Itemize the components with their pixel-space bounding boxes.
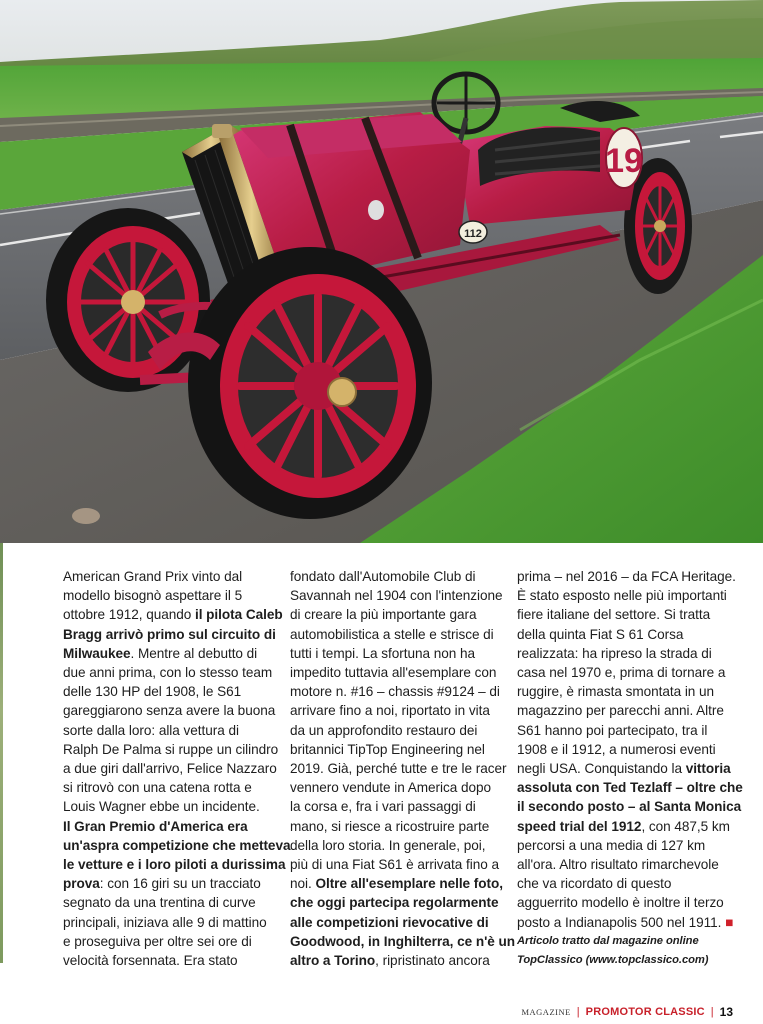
body-line: ruggire, è rimasta smontata in un (517, 684, 715, 700)
bold-text: il pilota Caleb (194, 607, 283, 623)
body-line: 1908 e il 1912, a numerosi eventi (517, 741, 716, 757)
body-line: segnato da una trentina di curve (63, 895, 256, 911)
body-line: a due giri dall'arrivo, Felice Nazzaro (63, 761, 277, 777)
bold-line: Il Gran Premio d'America era (63, 818, 248, 834)
body-line: realizzata: ha ripreso la strada di (517, 645, 712, 661)
bold-text: speed trial del 1912 (517, 818, 642, 834)
body-line: Ralph De Palma si ruppe un cilindro (63, 741, 279, 757)
body-line: gareggiarono senza avere la buona (63, 703, 276, 719)
body-line: tutti i tempi. La sfortuna non ha (290, 645, 475, 661)
bold-line: che oggi partecipa regolarmente (290, 895, 499, 911)
body-line: due anni prima, con lo stesso team (63, 665, 273, 681)
body-text: posto a Indianapolis 500 nel 1911. (517, 914, 722, 930)
body-line: percorsi a una media di 127 km (517, 837, 706, 853)
bold-line: il secondo posto – al Santa Monica (517, 799, 742, 815)
bold-line: un'aspra competizione che metteva (63, 837, 291, 853)
body-text: . Mentre al debutto di (130, 645, 258, 661)
page-footer (521, 1005, 733, 1019)
body-line: arrivare fino a noi, riportato in vita (290, 703, 490, 719)
text-column-3 (517, 567, 743, 970)
text-column-2 (290, 567, 516, 970)
body-line: American Grand Prix vinto dal (63, 569, 243, 584)
front-left-wheel (46, 208, 210, 392)
body-line: sorte dalla loro: alla vettura di (63, 722, 239, 738)
body-text: noi. (290, 876, 316, 892)
bold-line: Bragg arrivò primo sul circuito di (63, 626, 276, 642)
body-line (63, 644, 265, 663)
page-number: 13 (719, 1005, 733, 1019)
body-line: la corsa e, fra i vari passaggi di (290, 799, 476, 815)
body-line: Savannah nel 1904 con l'intenzione (290, 588, 503, 604)
bold-text: altro a Torino (290, 953, 376, 969)
footer-separator: | (576, 1006, 580, 1018)
body-line: più di una Fiat S61 è arrivata fino a (290, 857, 499, 873)
body-text: : con 16 giri su un tracciato (99, 876, 261, 892)
body-line: impedito tuttavia all'esemplare con (290, 665, 497, 681)
body-line: casa nel 1970 e, prima di tornare a (517, 665, 726, 681)
body-line (63, 874, 265, 893)
plate-number: 112 (464, 228, 482, 240)
race-number-roundel (605, 128, 643, 188)
stone (72, 508, 100, 524)
bold-text: prova (63, 876, 100, 892)
footer-separator: | (710, 1006, 714, 1018)
footer-publication-title: PROMOTOR CLASSIC (585, 1006, 705, 1018)
bold-line: le vetture e i loro piloti a durissima (63, 857, 286, 873)
body-line: Louis Wagner ebbe un incidente. (63, 799, 260, 815)
body-line: agguerrito modello è inoltre il terzo (517, 895, 724, 911)
body-text: ottobre 1912, quando (63, 607, 195, 623)
body-line: all'ora. Altro risultato rimarchevole (517, 857, 719, 873)
body-line (63, 605, 283, 624)
footer-magazine: MAGAZINE (521, 1007, 571, 1017)
body-line: principali, iniziava alle 9 di mattino (63, 914, 267, 930)
body-line: modello bisognò aspettare il 5 (63, 588, 243, 604)
body-line (517, 913, 734, 932)
bold-text: vittoria (685, 761, 731, 777)
body-line: magazzino per parecchi anni. Altre (517, 703, 724, 719)
body-line: 2019. Già, perché tutte e tre le racer (290, 761, 507, 777)
bold-text: Milwaukee (63, 645, 131, 661)
body-line: che va ricordato di questo (517, 876, 672, 892)
body-line: motore n. #16 – chassis #9124 – di (290, 684, 500, 700)
body-line (290, 951, 502, 970)
bold-text: Oltre all'esemplare nelle foto, (315, 876, 503, 892)
body-line (517, 817, 730, 836)
body-line: da un approfondito restauro dei (290, 722, 478, 738)
article-credit-url: TopClassico (www.topclassico.com) (517, 953, 709, 966)
body-line: fiere italiane del settore. Si tratta (517, 607, 711, 623)
photo-edge-strip (0, 543, 3, 963)
body-text: negli USA. Conquistando la (517, 761, 686, 777)
body-line: si ritrovò con una catena rotta e (63, 780, 252, 796)
body-line: prima – nel 2016 – da FCA Heritage. (517, 569, 736, 584)
end-mark-icon: ■ (725, 914, 734, 930)
body-line: della quinta Fiat S 61 Corsa (517, 626, 684, 642)
bold-line: assoluta con Ted Tezlaff – oltre che (517, 780, 743, 796)
bold-line: alle competizioni rievocative di (290, 914, 489, 930)
article-credit: Articolo tratto dal magazine online (517, 934, 699, 947)
body-line: mano, si riesce a ricostruire parte (290, 818, 490, 834)
body-line: È stato esposto nelle più importanti (517, 588, 727, 604)
body-line: velocità forsennata. Era stato (63, 953, 238, 969)
body-line: e proseguiva per oltre sei ore di (63, 933, 252, 949)
body-line: fondato dall'Automobile Club di (290, 569, 476, 584)
bold-line: Goodwood, in Inghilterra, ce n'è un (290, 933, 516, 949)
body-line: britannici TipTop Engineering nel (290, 741, 485, 757)
body-line: della loro storia. In generale, poi, (290, 837, 486, 853)
race-number: 19 (605, 142, 643, 180)
body-line: vennero vendute in America dopo (290, 780, 491, 796)
body-text: , con 487,5 km (641, 818, 730, 834)
body-line (517, 759, 731, 778)
text-column-1 (63, 567, 291, 970)
body-line (290, 874, 502, 893)
body-line: delle 130 HP del 1908, le S61 (63, 684, 242, 700)
plate (459, 221, 487, 243)
body-line: di creare la più importante gara (290, 607, 477, 623)
front-right-wheel (188, 247, 432, 519)
body-line: S61 hanno poi partecipato, tra il (517, 722, 708, 738)
body-line: automobilistica a stelle e strisce di (290, 626, 494, 642)
body-text: , ripristinato ancora (375, 953, 490, 969)
